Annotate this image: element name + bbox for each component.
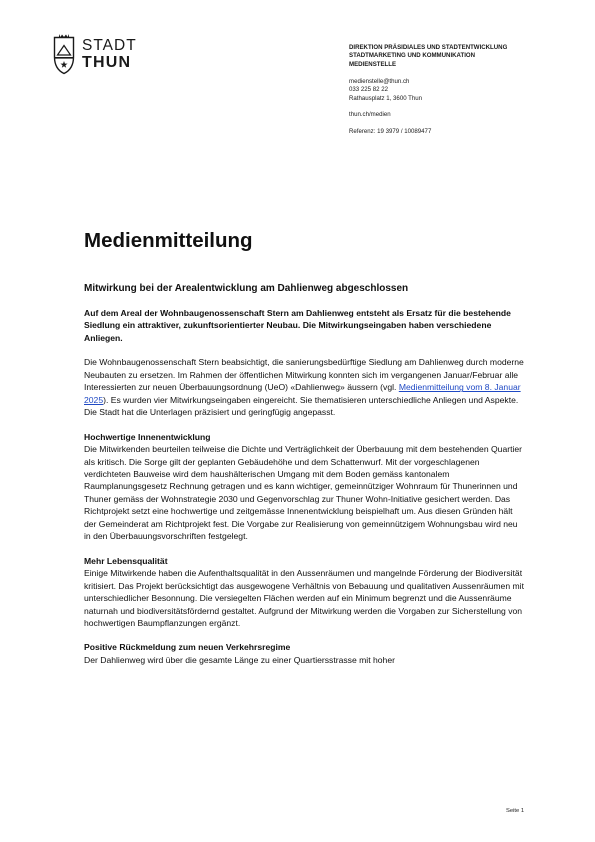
section-heading: Mehr Lebensqualität [84, 555, 168, 566]
section-verkehrsregime [84, 641, 524, 666]
department-line-3: MEDIENSTELLE [349, 60, 397, 68]
sender-block [349, 44, 549, 136]
intro-text-before-link: Die Wohnbaugenossenschaft Stern beabsichtigt, die sanierungsbedürftige Siedlung am Dahlienweg durch moderne Neubauten zu ersetzen. Im Rahmen der öffentlichen Mitwirkung konnten sich im vergangenen Januar/Februar alle Interessierten zur neuen Überbauungsordnung (UeO) «Dahlienweg» äussern (vgl. [84, 357, 524, 393]
sender-email[interactable]: medienstelle@thun.ch [349, 77, 410, 85]
department-line-2: STADTMARKETING UND KOMMUNIKATION [349, 52, 476, 60]
sender-web[interactable]: thun.ch/medien [349, 111, 391, 119]
section-innenentwicklung [84, 431, 524, 543]
section-text: Der Dahlienweg wird über die gesamte Länge zu einer Quartiersstrasse mit hoher [84, 654, 395, 665]
intro-paragraph [84, 356, 524, 418]
logo-line-thun: THUN [82, 53, 132, 71]
coat-of-arms-icon [53, 33, 75, 75]
section-text: Einige Mitwirkende haben die Aufenthaltsqualität in den Aussenräumen und mangelnde Förderung der Biodiversität kritisiert. Das Projekt berücksichtigt das ausgewogene Verhältnis von Bebauung und qualitativen Aussenräumen mit unterschiedlicher Besonnung. Die versiegelten Flächen werden auf ein Minimum begrenzt und die Aussenräume naturnah und biodiversitätsfördernd gestaltet. Aufgrund der Mitwirkung werden die Vorgaben zur Sicherstellung von hochwertigen Baumpflanzungen ergänzt. [84, 568, 524, 628]
logo-line-stadt: STADT [82, 37, 137, 54]
document-subtitle: Mitwirkung bei der Arealentwicklung am Dahlienweg abgeschlossen [84, 283, 409, 294]
section-lebensqualitaet [84, 555, 524, 630]
intro-text-after-link: ). Es wurden vier Mitwirkungseingaben eingereicht. Sie thematisieren unterschiedliche Anliegen und Aspekte. Die Stadt hat die Unterlagen präzisiert und geringfügig angepasst. [84, 394, 519, 418]
department-line-1: DIREKTION PRÄSIDIALES UND STADTENTWICKLUNG [349, 44, 508, 51]
section-heading: Positive Rückmeldung zum neuen Verkehrsregime [84, 642, 291, 653]
press-release-link[interactable]: Medienmitteilung vom 8. Januar 2025 [84, 382, 521, 405]
lead-paragraph: Auf dem Areal der Wohnbaugenossenschaft Stern am Dahlienweg entsteht als Ersatz für die bestehende Siedlung ein attraktiver, zukunftsorientierter Neubau. Die Mitwirkungseingaben haben verschiedene Anliegen. [84, 308, 511, 343]
stadt-thun-logo [53, 33, 137, 77]
document-title: Medienmitteilung [84, 229, 253, 252]
document-body [84, 307, 524, 678]
section-text: Die Mitwirkenden beurteilen teilweise die Dichte und Verträglichkeit der Überbauung mit dem bestehenden Quartier als kritisch. Die Sorge gilt der geplanten Gebäudehöhe und dem Schattenwurf. Mit der vorgeschlagenen verdichteten Bauweise wird dem haushälterischen Umgang mit dem Boden gemäss kantonalem Raumplanungsgesetz Rechnung getragen und es kann wichtiger, gemeinnütziger Wohnraum für Thunerinnen und Thuner gemäss der Wohnstrategie 2030 und Gegenvorschlag zur Thuner Wohn-Initiative gesichert werden. Das Richtprojekt setzt eine hochwertige und zeitgemässe Innenentwicklung beispielhaft um. Aus diesen Gründen hält der Gemeinderat am Richtprojekt fest. Die Vorgabe zur Realisierung von gemeinnützigem Wohnungsbau wird neu in den Überbauungsvorschriften festgelegt. [84, 444, 523, 542]
sender-phone: 033 225 82 22 [349, 86, 388, 94]
reference-number: Referenz: 19 3979 / 10089477 [349, 127, 432, 135]
section-heading: Hochwertige Innenentwicklung [84, 431, 211, 442]
sender-address: Rathausplatz 1, 3600 Thun [349, 94, 423, 102]
page-number: Seite 1 [506, 808, 525, 814]
